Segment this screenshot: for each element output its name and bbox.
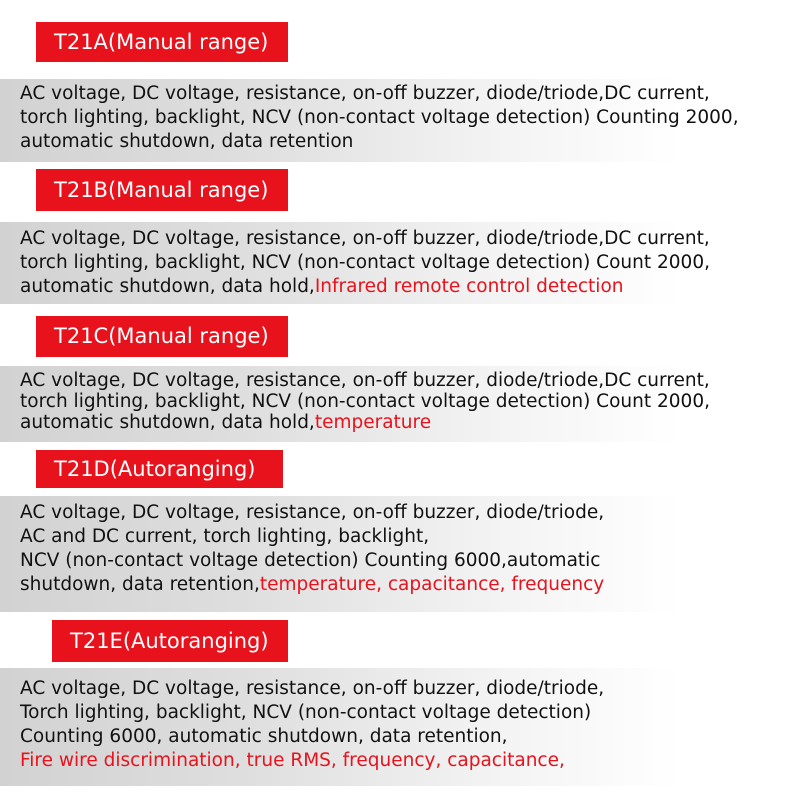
feature-line: NCV (non-contact voltage detection) Counting 6000,automatic <box>20 550 601 571</box>
model-tag-t21b <box>36 169 288 211</box>
model-tag-t21c <box>36 316 288 357</box>
feature-band-t21a <box>0 79 800 162</box>
feature-line: Counting 6000, automatic shutdown, data retention, <box>20 726 508 747</box>
model-tag-label: T21D(Autoranging) <box>54 456 256 481</box>
feature-band-t21e <box>0 668 800 786</box>
feature-line: AC voltage, DC voltage, resistance, on-off buzzer, diode/triode,DC current, <box>20 83 710 104</box>
feature-line: AC voltage, DC voltage, resistance, on-off buzzer, diode/triode, <box>20 678 605 699</box>
feature-highlight: temperature <box>314 412 432 433</box>
feature-highlight: Fire wire discrimination, true RMS, frequency, capacitance, <box>20 750 565 771</box>
feature-line: AC voltage, DC voltage, resistance, on-off buzzer, diode/triode,DC current, <box>20 370 710 391</box>
model-tag-label: T21B(Manual range) <box>54 177 269 202</box>
feature-line: AC voltage, DC voltage, resistance, on-off buzzer, diode/triode,DC current, <box>20 228 710 249</box>
feature-band-t21c <box>0 366 800 442</box>
feature-text: automatic shutdown, data hold, <box>20 276 315 297</box>
feature-line: torch lighting, backlight, NCV (non-contact voltage detection) Count 2000, <box>20 391 710 412</box>
feature-line: AC and DC current, torch lighting, backlight, <box>20 526 430 547</box>
model-tag-label: T21C(Manual range) <box>54 324 269 348</box>
feature-line <box>20 750 800 774</box>
feature-text: shutdown, data retention, <box>20 574 260 595</box>
feature-text: automatic shutdown, data hold, <box>20 412 315 433</box>
feature-line: torch lighting, backlight, NCV (non-contact voltage detection) Counting 2000, <box>20 107 739 128</box>
model-tag-t21d <box>36 450 283 488</box>
feature-line <box>20 276 800 300</box>
feature-highlight: temperature, capacitance, frequency <box>259 574 605 595</box>
model-tag-label: T21A(Manual range) <box>54 29 269 54</box>
feature-band-t21b <box>0 222 800 304</box>
feature-line: torch lighting, backlight, NCV (non-contact voltage detection) Count 2000, <box>20 252 710 273</box>
feature-line: automatic shutdown, data retention <box>20 131 354 152</box>
model-tag-label: T21E(Autoranging) <box>70 628 269 653</box>
model-tag-t21e <box>52 620 288 662</box>
feature-highlight: Infrared remote control detection <box>314 276 624 297</box>
feature-line: Torch lighting, backlight, NCV (non-contact voltage detection) <box>20 702 592 723</box>
feature-line <box>20 574 800 598</box>
feature-line <box>20 412 800 433</box>
feature-line: AC voltage, DC voltage, resistance, on-off buzzer, diode/triode, <box>20 502 605 523</box>
model-tag-t21a <box>36 22 288 62</box>
feature-band-t21d <box>0 496 800 612</box>
